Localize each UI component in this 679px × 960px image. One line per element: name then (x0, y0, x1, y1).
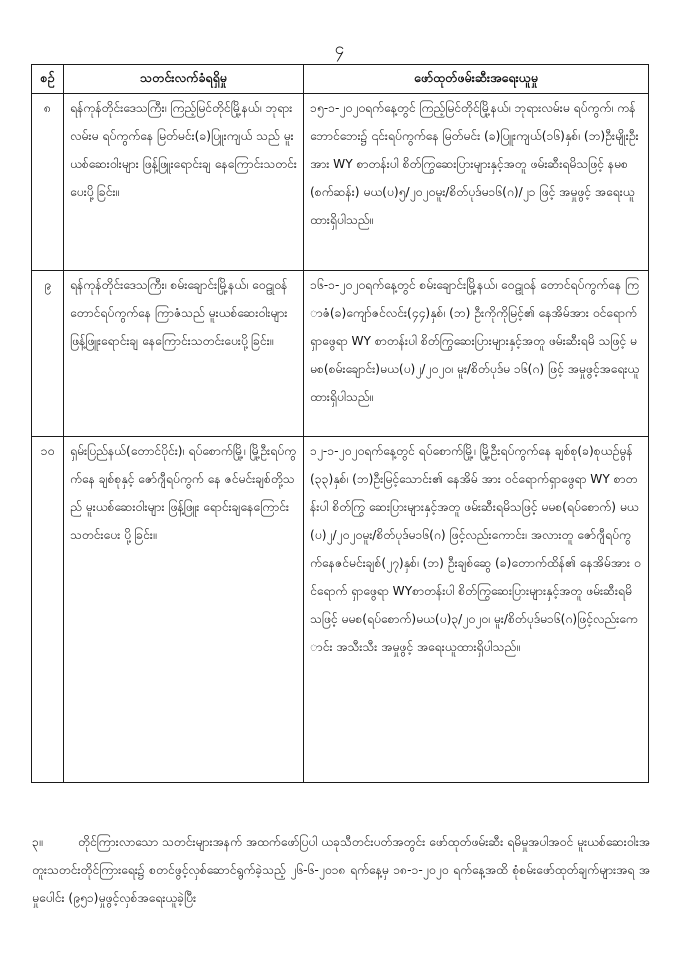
row-action: ၁၆-၁-၂၀၂၀ရက်နေ့တွင် စမ်းချောင်းမြို့နယ်၊ ဝေဠုဝန် တောင်ရပ်ကွက်နေ ကြာဇံ(ခ)ကျော်ဇင်လင်း(၄၄)နှစ်၊ (ဘ) ဦးကိုကိုမြင့်၏ နေအိမ်အား ဝင်ရောက်ရှာဖွေရာ WY စာတန်းပါ စိတ်ကြွဆေးပြားများနှင့်အတူ ဖမ်းဆီးရမိ သဖြင့် မမစ(စမ်းချောင်း)မယ(ပ)၂/၂၀၂၀၊ မူး/စိတ်ပုဒ်မ ၁၆(ဂ) ဖြင့် အမှုဖွင့်အရေးယူထားရှိပါသည်။ (304, 271, 649, 437)
row-number: ၈ (32, 94, 64, 271)
table-row (32, 271, 649, 437)
page-number: ၄ (334, 39, 345, 59)
row-number: ၁၀ (32, 437, 64, 783)
row-info: ရှမ်းပြည်နယ်(တောင်ပိုင်း)၊ ရပ်စောက်မြို့၊ မြို့ဦးရပ်ကွက်နေ ချစ်စုနှင့် ဇော်ဂျီရပ်ကွက် နေ ဇင်မင်းချစ်တို့သည် မူးယစ်ဆေးဝါးများ ဖြန့်ဖြူး ရောင်းချနေကြောင်း သတင်းပေး ပို့ခြင်း။ (64, 437, 304, 783)
row-info: ရန်ကုန်တိုင်းဒေသကြီး၊ ကြည့်မြင်တိုင်မြို့နယ်၊ ဘုရားလမ်းမ ရပ်ကွက်နေ မြတ်မင်း(ခ)ပြူးကျယ် သည် မူးယစ်ဆေးဝါးများ ဖြန့်ဖြူးရောင်းချ နေကြောင်းသတင်းပေးပို့ခြင်း။ (64, 94, 304, 271)
row-action: ၁၂-၁-၂၀၂၀ရက်နေ့တွင် ရပ်စောက်မြို့၊ မြို့ဦးရပ်ကွက်နေ ချစ်စု(ခ)စုယဉ်မွန်(၃၃)နှစ်၊ (ဘ)ဦးမြင့်သောင်း၏ နေအိမ် အား ဝင်ရောက်ရှာဖွေရာ WY စာတန်းပါ စိတ်ကြွ ဆေးပြားများနှင့်အတူ ဖမ်းဆီးရမိသဖြင့် မမစ(ရပ်စောက်) မယ(ပ)၂/၂၀၂၀မူး/စိတ်ပုဒ်မ၁၆(ဂ) ဖြင့်လည်းကောင်း၊ အလားတူ ဇော်ဂျီရပ်ကွက်နေဇင်မင်းချစ်(၂၇)နှစ်၊ (ဘ) ဦးချစ်ဆွေ (ခ)တောက်ထိန်၏ နေအိမ်အား ဝင်ရောက် ရှာဖွေရာ WYစာတန်းပါ စိတ်ကြွဆေးပြားများနှင့်အတူ ဖမ်းဆီးရမိသဖြင့် မမစ(ရပ်စောက်)မယ(ပ)၃/၂၀၂၀၊ မူး/စိတ်ပုဒ်မ၁၆(ဂ)ဖြင့်လည်းကောင်း အသီးသီး အမှုဖွင့် အရေးယူထားရှိပါသည်။ (304, 437, 649, 783)
row-info: ရန်ကုန်တိုင်းဒေသကြီး၊ စမ်းချောင်းမြို့နယ်၊ ဝေဠုဝန်တောင်ရပ်ကွက်နေ ကြာဇံသည် မူးယစ်ဆေးဝါးများ ဖြန့်ဖြူးရောင်းချ နေကြောင်းသတင်းပေးပို့ခြင်း။ (64, 271, 304, 437)
paragraph-number: ၃။ (32, 835, 43, 849)
table-header-row (32, 65, 649, 94)
row-action: ၁၅-၁-၂၀၂၀ရက်နေ့တွင် ကြည့်မြင်တိုင်မြို့နယ်၊ ဘုရားလမ်းမ ရပ်ကွက်၊ ကန်ဘောင်ဘေး၌ ၎င်းရပ်ကွက်နေ မြတ်မင်း (ခ)ပြူးကျယ်(၁၆)နှစ်၊ (ဘ)ဦးမျိုးဦးအား WY စာတန်းပါ စိတ်ကြွဆေးပြားများနှင့်အတူ ဖမ်းဆီးရမိသဖြင့် နမစ (စက်ဆန်း) မယ(ပ)၅/၂၀၂၀မူး/စိတ်ပုဒ်မ၁၆(ဂ)/၂၁ ဖြင့် အမှုဖွင့် အရေးယူထားရှိပါသည်။ (304, 94, 649, 271)
table-row (32, 437, 649, 783)
report-table (31, 64, 649, 783)
row-number: ၉ (32, 271, 64, 437)
header-info: သတင်းလက်ခံရရှိမှု (64, 65, 304, 94)
paragraph-text: တိုင်ကြားလာသော သတင်းများအနက် အထက်ဖော်ပြပါ ယခုသီတင်းပတ်အတွင်း ဖော်ထုတ်ဖမ်းဆီး ရမိမှုအပါအဝင် မူးယစ်ဆေးဝါးအတူးသတင်းတိုင်ကြားရေး၌ စတင်ဖွင့်လှစ်ဆောင်ရွက်ခဲ့သည့် ၂၆-၆-၂၀၁၈ ရက်နေ့မှ ၁၈-၁-၂၀၂၀ ရက်နေ့အထိ စုံစမ်းဖော်ထုတ်ချက်များအရ အမှုပေါင်း (၉၅၁)မှုဖွင့်လှစ်အရေးယူခဲ့ပြီး (32, 835, 650, 905)
header-no: စဉ် (32, 65, 64, 94)
table-row (32, 94, 649, 271)
header-action: ဖော်ထုတ်ဖမ်းဆီးအရေးယူမှု (304, 65, 649, 94)
summary-paragraph (32, 828, 650, 912)
